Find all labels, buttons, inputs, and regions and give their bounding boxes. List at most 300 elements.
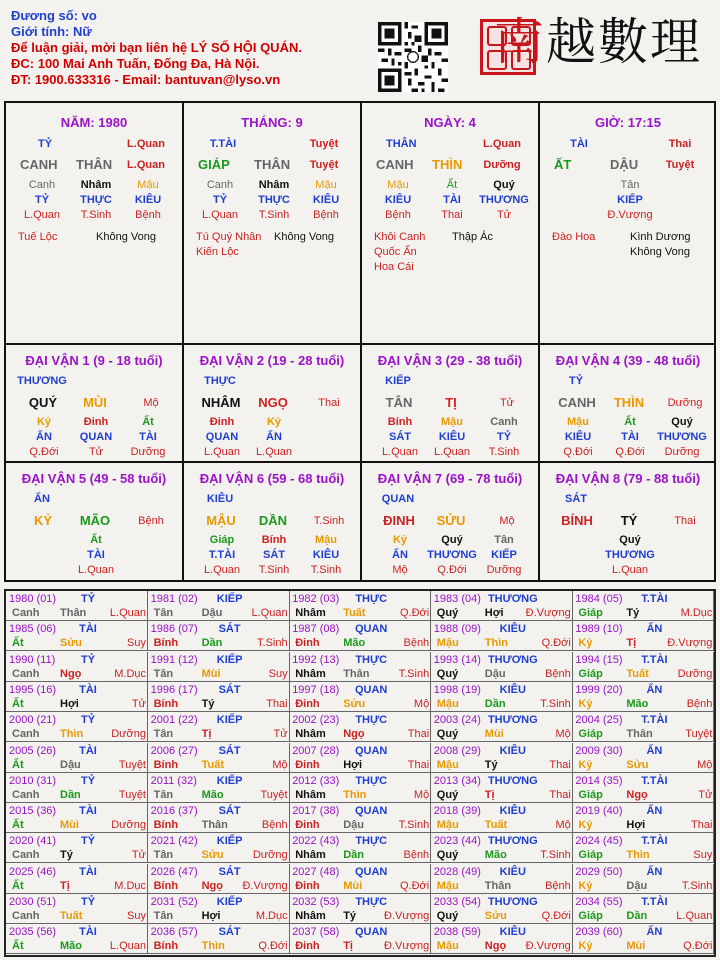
- pillar-title: GIỜ: 17:15: [594, 115, 661, 130]
- hidden-star: KIÊU: [312, 549, 340, 561]
- hidden-star: TÀI: [621, 431, 639, 443]
- shen-sha-left: Khôi Canh: [374, 231, 426, 243]
- year-state: Tuyệt: [118, 758, 146, 771]
- hidden-stem: Canh: [206, 179, 234, 191]
- year-state: Bệnh: [261, 819, 288, 832]
- year-cell: [6, 803, 148, 833]
- hidden-star: QUAN: [79, 431, 113, 443]
- year-label: 2019 (40): [575, 805, 623, 818]
- hidden-state: Q.Đới: [615, 446, 645, 458]
- year-chi: Tuất: [201, 758, 224, 771]
- year-chi: Dậu: [343, 819, 364, 832]
- gender: Giới tính: Nữ: [11, 24, 92, 39]
- year-star: TỶ: [80, 714, 96, 727]
- year-can: Quý: [436, 788, 459, 801]
- dai-van-1: [6, 345, 182, 461]
- year-chi: Sửu: [343, 697, 366, 710]
- year-cell: [431, 743, 573, 773]
- dai-van-chi: NGỌ: [258, 395, 288, 410]
- year-star: THƯƠNG: [487, 653, 538, 666]
- pillar-can-star: TỶ: [37, 138, 53, 150]
- year-cell: [289, 924, 431, 954]
- year-label: 2014 (35): [575, 774, 623, 787]
- year-can: Tân: [153, 728, 174, 741]
- year-cell: [431, 894, 573, 924]
- year-star: T.TÀI: [641, 593, 668, 605]
- year-can: Bính: [153, 819, 179, 832]
- year-cell: [148, 591, 290, 621]
- year-state: M.Dục: [114, 879, 146, 892]
- year-can: Quý: [436, 607, 459, 619]
- year-star: KIÊU: [499, 683, 526, 696]
- year-can: Mậu: [436, 637, 459, 650]
- year-state: T.Sinh: [540, 697, 571, 710]
- dai-van-state: Thai: [674, 515, 696, 527]
- dai-van-can: KỶ: [33, 513, 53, 528]
- hidden-state: Thai: [441, 209, 463, 221]
- hidden-stem: Canh: [490, 416, 518, 428]
- year-chi: Ngọ: [484, 940, 507, 953]
- pillar-chi: DẬU: [610, 157, 639, 172]
- year-label: 2025 (46): [9, 865, 57, 878]
- year-label: 2006 (27): [150, 744, 198, 757]
- year-cell: [148, 924, 290, 954]
- year-star: TỶ: [80, 835, 96, 848]
- year-chi: Tý: [484, 758, 498, 771]
- hidden-star: KIÊU: [564, 431, 592, 443]
- pillar-chi: THÂN: [76, 157, 113, 172]
- year-star: T.TÀI: [641, 896, 668, 908]
- year-star: THỰC: [355, 835, 388, 848]
- year-label: 1990 (11): [9, 653, 56, 666]
- hidden-state: L.Quan: [77, 564, 115, 576]
- pillar-can: GIÁP: [198, 157, 230, 172]
- year-label: 2009 (30): [575, 744, 623, 757]
- hidden-state: Tử: [496, 209, 512, 221]
- hidden-state: Dưỡng: [664, 446, 700, 458]
- year-label: 2007 (28): [292, 744, 340, 757]
- year-chi: Dần: [484, 697, 506, 710]
- year-state: Bệnh: [545, 879, 571, 892]
- hidden-star: SÁT: [389, 431, 411, 443]
- year-state: T.Sinh: [540, 849, 571, 862]
- year-cell: [148, 712, 290, 742]
- dai-van-3: [362, 345, 538, 461]
- dai-van-chi: THÌN: [613, 395, 645, 410]
- year-cell: [6, 712, 148, 742]
- pillar-can-star: THÂN: [386, 138, 417, 150]
- dai-van-chi: DẦN: [258, 513, 288, 528]
- year-chi: Thân: [201, 819, 228, 832]
- year-cell: [6, 621, 148, 651]
- year-can: Quý: [436, 910, 459, 922]
- year-can: Canh: [12, 667, 40, 680]
- year-chi: Hợi: [60, 697, 79, 710]
- dai-van-star: ẤN: [34, 493, 50, 505]
- year-cell: [6, 773, 148, 803]
- year-star: THỰC: [355, 896, 388, 908]
- chart-grid: [4, 101, 716, 582]
- year-state: Q.Đới: [683, 940, 713, 953]
- hidden-star: ẤN: [266, 431, 282, 443]
- dai-van-5: [6, 463, 182, 579]
- hidden-state: L.Quan: [203, 446, 241, 458]
- address-line: ĐC: 100 Mai Anh Tuấn, Đống Đa, Hà Nội.: [11, 56, 260, 71]
- year-star: ẤN: [646, 683, 663, 696]
- year-cell: [6, 924, 148, 954]
- year-star: SÁT: [218, 926, 241, 939]
- year-can: Tân: [153, 788, 174, 801]
- year-cell: [431, 833, 573, 863]
- hidden-stem: Kỷ: [266, 416, 282, 428]
- year-chi: Ngọ: [201, 879, 223, 892]
- year-state: Đ.Vượng: [242, 879, 288, 892]
- hidden-star: ẤN: [36, 431, 52, 443]
- year-label: 1982 (03): [292, 593, 340, 605]
- dai-van-can: NHÂM: [201, 395, 241, 410]
- year-label: 2038 (59): [433, 926, 481, 939]
- year-cell: [572, 803, 714, 833]
- year-label: 2004 (25): [575, 714, 623, 727]
- year-cell: [289, 833, 431, 863]
- year-chi: Mùi: [626, 940, 646, 953]
- year-star: KIẾP: [216, 774, 243, 787]
- year-state: Tử: [273, 728, 288, 741]
- pillar-3: [362, 103, 538, 343]
- hidden-state: L.Quan: [433, 446, 471, 458]
- hidden-state: Đ.Vượng: [607, 209, 653, 221]
- hidden-stem: Quý: [493, 179, 515, 191]
- year-chi: Hợi: [201, 910, 221, 922]
- year-cell: [289, 773, 431, 803]
- year-chi: Thân: [343, 667, 370, 680]
- year-chi: Hợi: [343, 758, 363, 771]
- year-chi: Mão: [60, 940, 82, 953]
- year-label: 2030 (51): [9, 896, 57, 908]
- hidden-star: THỰC: [258, 194, 290, 206]
- hidden-state: Dưỡng: [130, 446, 166, 458]
- year-cell: [289, 652, 431, 682]
- year-label: 2016 (37): [150, 805, 198, 818]
- year-chi: Mão: [626, 697, 649, 710]
- year-chi: Dậu: [60, 758, 81, 771]
- year-star: KIÊU: [499, 623, 526, 636]
- year-cell: [431, 924, 573, 954]
- year-cell: [431, 712, 573, 742]
- year-label: 2017 (38): [292, 805, 340, 818]
- year-state: Bệnh: [686, 697, 713, 710]
- dai-van-can: QUÝ: [28, 395, 58, 410]
- year-chi: Ngọ: [60, 667, 82, 680]
- year-label: 2035 (56): [9, 926, 57, 939]
- dai-van-star: KIÊU: [206, 493, 234, 505]
- year-chi: Thìn: [60, 728, 84, 741]
- year-cell: [572, 652, 714, 682]
- year-state: Thai: [407, 758, 430, 771]
- hidden-stem: Mậu: [387, 179, 409, 191]
- year-can: Ất: [12, 697, 24, 710]
- year-can: Nhâm: [295, 728, 326, 741]
- year-state: Tử: [131, 849, 146, 862]
- year-can: Ất: [12, 758, 24, 771]
- year-cell: [572, 591, 714, 621]
- year-state: Tuyệt: [260, 788, 288, 801]
- pillar-truong-sinh: Tuyệt: [309, 138, 339, 150]
- year-state: Dưỡng: [111, 819, 146, 832]
- year-cell: [289, 621, 431, 651]
- dai-van-can: CANH: [558, 395, 596, 410]
- hidden-state: Dưỡng: [486, 564, 522, 576]
- dai-van-star: QUAN: [381, 493, 415, 505]
- pillar-title: NĂM: 1980: [60, 115, 128, 130]
- hidden-star: KIÊU: [438, 431, 466, 443]
- year-cell: [6, 652, 148, 682]
- year-star: TỶ: [80, 774, 96, 787]
- year-cell: [289, 743, 431, 773]
- hidden-star: THỰC: [80, 194, 112, 206]
- year-cell: [572, 743, 714, 773]
- year-state: Thai: [549, 788, 571, 801]
- year-label: 2011 (32): [150, 774, 197, 787]
- year-label: 1996 (17): [150, 683, 198, 696]
- year-can: Kỷ: [578, 758, 593, 771]
- dai-van-4: [540, 345, 716, 461]
- hidden-stem: Kỷ: [36, 416, 52, 428]
- year-cell: [431, 773, 573, 803]
- dai-van-state: Mộ: [499, 515, 515, 527]
- year-label: 1983 (04): [433, 593, 481, 605]
- year-label: 2012 (33): [292, 774, 340, 787]
- year-star: QUAN: [354, 865, 388, 878]
- year-can: Kỷ: [578, 819, 593, 832]
- year-state: Mộ: [697, 758, 713, 771]
- year-cell: [289, 712, 431, 742]
- year-chi: Dậu: [626, 879, 648, 892]
- year-state: Suy: [268, 667, 288, 680]
- year-cell: [6, 591, 148, 621]
- hidden-star: ẤN: [392, 549, 408, 561]
- year-can: Đinh: [295, 637, 320, 650]
- year-cell: [431, 864, 573, 894]
- year-cell: [289, 803, 431, 833]
- year-can: Canh: [12, 607, 40, 619]
- year-state: Bệnh: [545, 667, 571, 680]
- year-label: 2039 (60): [575, 926, 623, 939]
- year-chi: Thìn: [626, 849, 650, 862]
- year-can: Tân: [153, 667, 174, 680]
- year-label: 2001 (22): [150, 714, 198, 727]
- shen-sha-right: Kình Dương: [630, 231, 691, 243]
- year-can: Nhâm: [295, 849, 326, 862]
- year-star: ẤN: [646, 744, 663, 757]
- dai-van-6: [184, 463, 360, 579]
- hidden-stem: Canh: [28, 179, 56, 191]
- year-can: Nhâm: [295, 910, 326, 922]
- year-cell: [148, 833, 290, 863]
- hidden-stem: Mậu: [315, 534, 337, 546]
- year-cell: [6, 682, 148, 712]
- year-star: THƯƠNG: [487, 714, 538, 727]
- year-can: Đinh: [295, 819, 320, 832]
- year-state: Mộ: [555, 728, 571, 741]
- year-cell: [572, 773, 714, 803]
- year-chi: Ngọ: [626, 788, 648, 801]
- year-label: 2002 (23): [292, 714, 340, 727]
- year-chi: Tý: [626, 607, 640, 619]
- hidden-star: KIÊU: [384, 194, 412, 206]
- year-label: 2008 (29): [433, 744, 481, 757]
- year-chi: Tị: [626, 637, 637, 650]
- year-can: Bính: [153, 758, 179, 771]
- year-label: 2027 (48): [292, 865, 340, 878]
- phone-email-line: ĐT: 1900.633316 - Email: bantuvan@lyso.vn: [11, 72, 281, 87]
- year-state: T.Sinh: [398, 667, 430, 680]
- hidden-stem: Quý: [671, 416, 693, 428]
- year-star: TÀI: [79, 805, 97, 818]
- hidden-stem: Ất: [446, 179, 458, 191]
- dai-van-title: ĐẠI VẬN 2 (19 - 28 tuổi): [199, 353, 345, 368]
- year-chi: Thìn: [201, 940, 225, 953]
- dai-van-2: [184, 345, 360, 461]
- year-state: Bệnh: [403, 849, 430, 862]
- dai-van-can: ĐINH: [383, 513, 415, 528]
- year-label: 2000 (21): [9, 714, 57, 727]
- hidden-state: T.Sinh: [258, 564, 290, 576]
- year-state: Dưỡng: [111, 728, 146, 741]
- hidden-state: Q.Đới: [437, 564, 467, 576]
- hidden-star: TÀI: [139, 431, 157, 443]
- pillar-1: [6, 103, 182, 343]
- year-star: KIẾP: [216, 714, 243, 727]
- year-cell: [572, 682, 714, 712]
- year-chi: Tuất: [626, 667, 649, 680]
- year-chi: Mão: [484, 849, 507, 862]
- year-can: Canh: [12, 728, 40, 741]
- hidden-state: L.Quan: [611, 564, 649, 576]
- year-label: 2013 (34): [433, 774, 481, 787]
- pillar-truong-sinh: L.Quan: [127, 138, 165, 150]
- year-label: 2023 (44): [433, 835, 481, 848]
- year-label: 1989 (10): [575, 623, 623, 636]
- pillar-chi: THÂN: [254, 157, 291, 172]
- year-can: Nhâm: [295, 788, 326, 801]
- hidden-star: THƯƠNG: [427, 549, 477, 561]
- dai-van-star: THƯƠNG: [17, 375, 67, 387]
- hidden-state: Mộ: [392, 564, 408, 576]
- hidden-state: L.Quan: [381, 446, 419, 458]
- year-cell: [289, 591, 431, 621]
- year-state: Thai: [407, 728, 430, 741]
- year-state: Q.Đới: [258, 940, 288, 953]
- year-label: 2024 (45): [575, 835, 623, 848]
- dai-van-8: [540, 463, 716, 579]
- pillar-can-star: TÀI: [570, 138, 588, 150]
- hidden-state: Bệnh: [385, 209, 411, 221]
- year-can: Giáp: [578, 849, 603, 862]
- year-star: TÀI: [79, 623, 97, 636]
- shen-sha-left: Tuế Lộc: [18, 231, 58, 243]
- year-chi: Mùi: [60, 819, 79, 832]
- year-star: TỶ: [80, 896, 96, 908]
- dai-van-7: [362, 463, 538, 579]
- dai-van-state: Bệnh: [138, 515, 164, 527]
- year-star: TỶ: [80, 593, 96, 605]
- year-chi: Ngọ: [343, 728, 365, 741]
- year-label: 2031 (52): [150, 896, 198, 908]
- year-chi: Dần: [626, 910, 648, 922]
- hidden-stem: Quý: [441, 534, 463, 546]
- year-star: THƯƠNG: [487, 896, 538, 908]
- year-star: QUAN: [354, 623, 388, 636]
- hidden-stem: Mậu: [441, 416, 463, 428]
- year-state: L.Quan: [109, 940, 146, 953]
- hidden-state: T.Sinh: [80, 209, 112, 221]
- hidden-stem: Mậu: [567, 416, 589, 428]
- year-chi: Tị: [343, 940, 353, 953]
- year-cell: [572, 894, 714, 924]
- year-state: Tuyệt: [118, 788, 146, 801]
- year-label: 1985 (06): [9, 623, 57, 636]
- year-star: ẤN: [646, 926, 663, 939]
- year-state: T.Sinh: [257, 637, 288, 650]
- year-star: QUAN: [354, 744, 388, 757]
- year-star: KIÊU: [499, 805, 526, 818]
- dai-van-state: T.Sinh: [313, 515, 345, 527]
- year-label: 2036 (57): [150, 926, 198, 939]
- hidden-star: TÀI: [87, 549, 105, 561]
- dai-van-title: ĐẠI VẬN 4 (39 - 48 tuổi): [555, 353, 701, 368]
- year-state: Suy: [127, 637, 146, 650]
- year-cell: [431, 652, 573, 682]
- hidden-state: T.Sinh: [488, 446, 520, 458]
- year-star: TÀI: [79, 926, 97, 939]
- year-star: ẤN: [646, 865, 663, 878]
- year-can: Ất: [12, 879, 24, 892]
- year-chi: Mão: [201, 788, 224, 801]
- year-label: 1991 (12): [150, 653, 198, 666]
- year-can: Kỷ: [578, 940, 593, 953]
- hidden-star: TỶ: [496, 431, 512, 443]
- year-star: T.TÀI: [641, 774, 668, 787]
- dai-van-can: TÂN: [385, 395, 413, 410]
- pillar-title: THÁNG: 9: [241, 115, 303, 130]
- year-label: 1992 (13): [292, 653, 340, 666]
- year-can: Mậu: [436, 819, 459, 832]
- hidden-stem: Mậu: [137, 179, 159, 191]
- year-cell: [431, 803, 573, 833]
- year-star: KIÊU: [499, 865, 526, 878]
- year-chi: Dậu: [484, 667, 506, 680]
- year-star: TÀI: [79, 865, 97, 878]
- year-star: KIẾP: [216, 896, 243, 908]
- dai-van-title: ĐẠI VẬN 7 (69 - 78 tuổi): [377, 471, 523, 486]
- hidden-state: Q.Đới: [29, 446, 59, 458]
- year-state: Tử: [131, 697, 146, 710]
- year-cell: [572, 833, 714, 863]
- year-star: KIẾP: [216, 653, 243, 666]
- year-cell: [6, 894, 148, 924]
- year-star: QUAN: [354, 683, 388, 696]
- dai-van-state: Thai: [318, 397, 340, 409]
- hidden-stem: Ất: [142, 416, 154, 428]
- shen-sha-left: Hoa Cái: [374, 261, 414, 273]
- dai-van-title: ĐẠI VẬN 6 (59 - 68 tuổi): [199, 471, 345, 486]
- shen-sha-right: Không Vong: [96, 231, 156, 243]
- year-star: QUAN: [354, 805, 388, 818]
- hidden-stem: Bính: [261, 534, 287, 546]
- year-star: KIẾP: [216, 835, 243, 848]
- year-label: 2018 (39): [433, 805, 481, 818]
